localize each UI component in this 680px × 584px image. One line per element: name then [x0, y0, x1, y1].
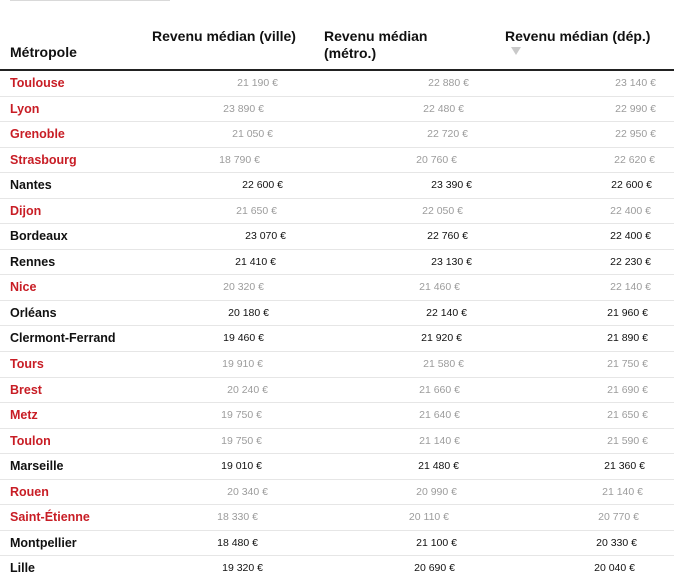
income-dep-cell: 20 040 €: [594, 562, 635, 575]
table-body: [0, 71, 674, 582]
table-row: [0, 505, 674, 531]
income-metro-cell: 21 480 €: [418, 460, 459, 473]
income-ville-cell: 21 050 €: [232, 128, 273, 141]
income-metro-cell: 20 110 €: [408, 511, 449, 524]
income-dep-cell: 21 690 €: [607, 383, 648, 396]
income-metro-cell: 20 760 €: [416, 153, 457, 166]
income-metro-cell: 22 480 €: [423, 102, 464, 115]
city-name: Strasbourg: [10, 152, 77, 167]
income-ville-cell: 20 320 €: [223, 281, 264, 294]
income-ville-cell: 21 410 €: [235, 255, 276, 268]
city-name: Montpellier: [10, 535, 77, 550]
income-dep-cell: 20 770 €: [598, 511, 639, 524]
table-row: [0, 326, 674, 352]
column-header-metropole[interactable]: Métropole: [10, 44, 77, 60]
table-row: [0, 122, 674, 148]
city-name: Toulon: [10, 433, 51, 448]
income-dep-cell: 23 140 €: [615, 77, 656, 89]
city-name: Clermont-Ferrand: [10, 331, 116, 346]
table-row: [0, 352, 674, 378]
income-metro-cell: 21 460 €: [419, 281, 460, 294]
income-ville-cell: 22 600 €: [242, 179, 283, 192]
city-name: Brest: [10, 382, 42, 397]
income-dep-cell: 22 230 €: [610, 255, 651, 268]
income-dep-cell: 21 650 €: [607, 409, 648, 422]
income-metro-cell: 20 990 €: [416, 485, 457, 498]
income-metro-cell: 21 100 €: [416, 536, 457, 549]
city-name: Marseille: [10, 459, 64, 474]
income-metro-cell: 23 130 €: [431, 255, 472, 268]
table-row: [0, 378, 674, 404]
income-ville-cell: 18 480 €: [217, 536, 258, 549]
table-row: [0, 224, 674, 250]
income-metro-cell: 23 390 €: [431, 179, 472, 192]
table-row: [0, 556, 674, 582]
income-metro-cell: 21 580 €: [423, 358, 464, 371]
table-row: [0, 480, 674, 506]
income-ville-cell: 19 320 €: [222, 562, 263, 575]
income-ville-cell: 19 460 €: [223, 332, 264, 345]
income-ville-cell: 19 750 €: [221, 434, 262, 447]
table-row: [0, 403, 674, 429]
income-dep-cell: 21 140 €: [602, 485, 643, 498]
income-ville-cell: 20 340 €: [227, 485, 268, 498]
income-dep-cell: 22 620 €: [614, 153, 655, 166]
table-row: [0, 275, 674, 301]
city-name: Dijon: [10, 203, 42, 218]
city-name: Toulouse: [10, 76, 65, 90]
income-ville-cell: 20 240 €: [227, 383, 268, 396]
city-name: Lyon: [10, 101, 40, 116]
income-metro-cell: 21 920 €: [421, 332, 462, 345]
city-name: Rouen: [10, 484, 49, 499]
table-row: [0, 148, 674, 174]
city-name: Orléans: [10, 305, 57, 320]
income-metro-cell: 21 640 €: [419, 409, 460, 422]
income-dep-cell: 20 330 €: [596, 536, 637, 549]
income-dep-cell: 22 950 €: [615, 128, 656, 141]
income-metro-cell: 22 720 €: [427, 128, 468, 141]
income-dep-cell: 21 960 €: [607, 306, 648, 319]
city-name: Lille: [10, 561, 36, 576]
city-name: Rennes: [10, 254, 56, 269]
income-dep-cell: 21 360 €: [604, 460, 645, 473]
income-metro-cell: 21 140 €: [419, 434, 460, 447]
income-dep-cell: 22 600 €: [611, 179, 652, 192]
income-ville-cell: 18 330 €: [217, 511, 258, 524]
table-row: [0, 429, 674, 455]
city-name: Nantes: [10, 178, 52, 193]
income-dep-cell: 22 140 €: [610, 281, 651, 294]
table-row: [0, 301, 674, 327]
city-name: Tours: [10, 357, 44, 372]
table-row: [0, 173, 674, 199]
income-metro-cell: 21 660 €: [419, 383, 460, 396]
income-dep-cell: 22 400 €: [610, 204, 651, 217]
table-row: [0, 531, 674, 557]
income-metro-cell: 22 050 €: [422, 204, 463, 217]
table-header: [0, 0, 680, 70]
column-header-metro[interactable]: Revenu médian (métro.): [324, 28, 428, 61]
income-metro-cell: 20 690 €: [414, 562, 455, 575]
income-ville-cell: 23 070 €: [245, 230, 286, 243]
income-ville-cell: 21 650 €: [236, 204, 277, 217]
income-dep-cell: 21 750 €: [607, 358, 648, 371]
income-dep-cell: 21 890 €: [607, 332, 648, 345]
income-dep-cell: 22 400 €: [610, 230, 651, 243]
city-name: Bordeaux: [10, 229, 68, 244]
income-dep-cell: 22 990 €: [615, 102, 656, 115]
table-row: [0, 97, 674, 123]
income-ville-cell: 20 180 €: [228, 306, 269, 319]
column-header-dep[interactable]: Revenu médian (dép.): [505, 28, 651, 44]
income-metro-cell: 22 140 €: [426, 306, 467, 319]
table-row: [0, 250, 674, 276]
sort-descending-icon[interactable]: [511, 47, 521, 55]
city-name: Nice: [10, 280, 37, 295]
income-ville-cell: 21 190 €: [237, 77, 278, 89]
table-row: [0, 71, 674, 97]
city-name: Saint-Étienne: [10, 510, 90, 525]
column-header-ville[interactable]: Revenu médian (ville): [152, 28, 296, 44]
income-ville-cell: 19 910 €: [222, 358, 263, 371]
table-row: [0, 454, 674, 480]
city-name: Metz: [10, 408, 38, 423]
income-dep-cell: 21 590 €: [607, 434, 648, 447]
income-ville-cell: 19 750 €: [221, 409, 262, 422]
income-ville-cell: 23 890 €: [223, 102, 264, 115]
income-metro-cell: 22 880 €: [428, 77, 469, 89]
income-ville-cell: 18 790 €: [219, 153, 260, 166]
table-row: [0, 199, 674, 225]
city-name: Grenoble: [10, 127, 65, 142]
income-metro-cell: 22 760 €: [427, 230, 468, 243]
income-ville-cell: 19 010 €: [221, 460, 262, 473]
